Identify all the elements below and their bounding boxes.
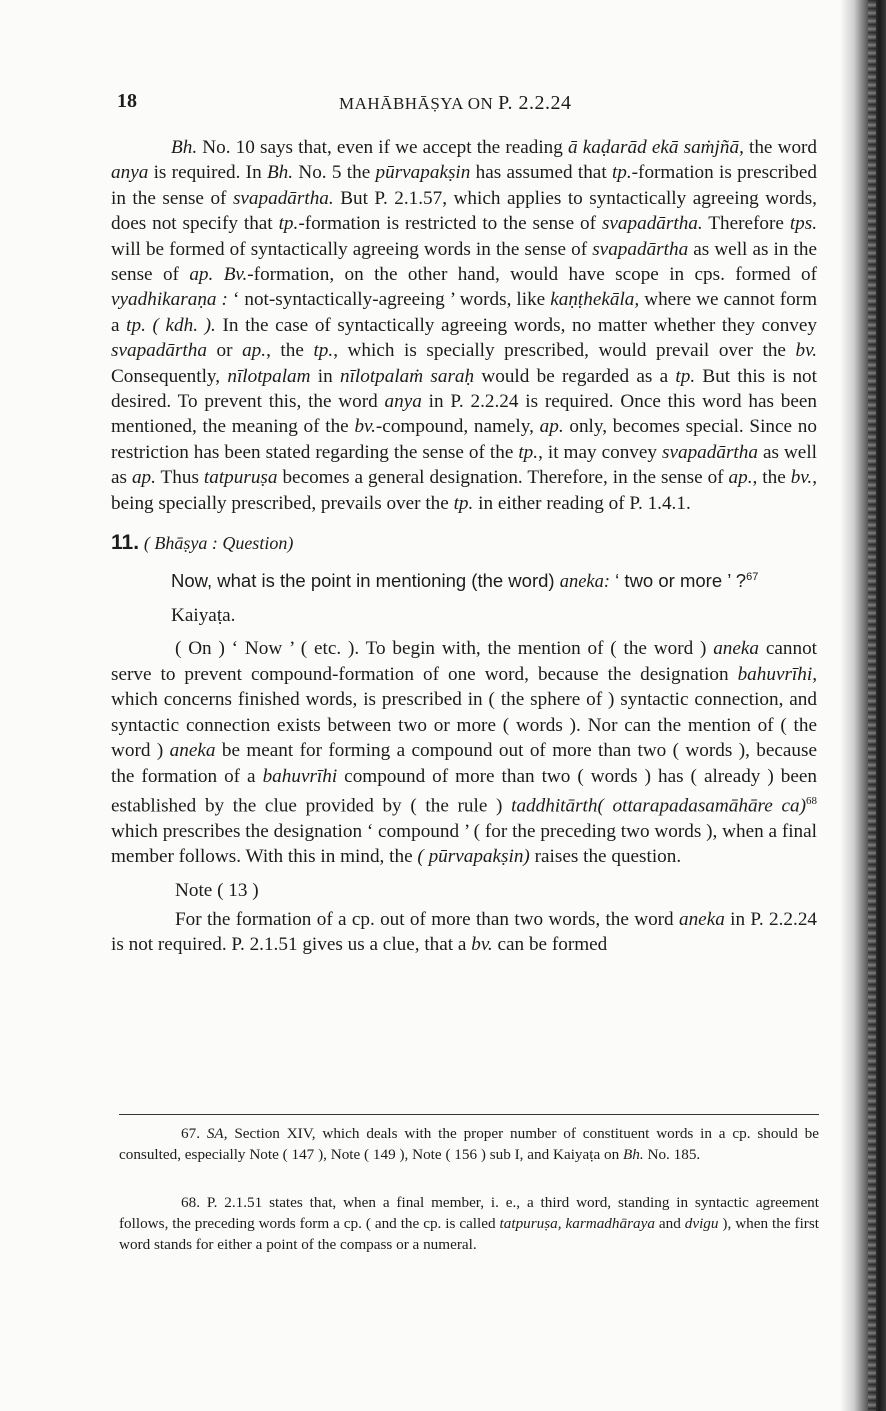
page-number: 18 [117,90,137,112]
footnote-67: 67. SA, Section XIV, which deals with the proper number of constituent words in a cp. should be consulted, especially Note ( 147 ), Note ( 149 ), Note ( 156 ) sub I, and Kaiyaṭa on Bh. No. 185. [119,1125,820,1163]
page-binding-shadow [840,0,886,1411]
bhashya-question: Now, what is the point in mentioning (the word) aneka: ‘ two or more ’ ?$^{67}$ [171,569,759,592]
section-label: ( Bhāṣya : Question) [143,533,294,554]
page-header [117,90,817,120]
footnote-ref-67: 67 [746,570,759,583]
section-number: 11. [111,531,140,555]
footnote-divider [119,1114,819,1115]
paragraph-bh10: Bh. No. 10 says that, even if we accept the reading ā kaḍarād ekā saṁjñā, the word anya is required. In Bh. No. 5 the pūrvapakṣin has assumed that tp.-formation is prescribed in the sense of svapadārtha. But P. 2.1.57, which applies to syntactically agreeing words, does not specify that tp.-formation is restricted to the sense of svapadārtha. Therefore tps. will be formed of syntactically agreeing words in the sense of svapadārtha as well as in the sense of ap. Bv.-formation, on the other hand, would have scope in cps. formed of vyadhikaraṇa : ‘ not-syntactically-agreeing ’ words, like kaṇṭhekāla, where we cannot form a tp. ( kdh. ). In the case of syntactically agreeing words, no matter whether they convey svapadārtha or ap., the tp., which is specially prescribed, would prevail over the bv. Consequently, nīlotpalam in nīlotpalaṁ saraḥ would be regarded as a tp. But this is not desired. To prevent this, the word anya in P. 2.2.24 is required. Once this word has been mentioned, the meaning of the bv.-compound, namely, ap. only, becomes special. Since no restriction has been stated regarding the sense of the tp., it may convey svapadārtha as well as ap. Thus tatpuruṣa becomes a general designation. Therefore, in the sense of ap., the bv., being specially prescribed, prevails over the tp. in either reading of P. 1.4.1. [111,137,818,514]
kaiyata-heading: Kaiyaṭa. [171,605,236,627]
note-heading: Note ( 13 ) [175,879,259,901]
footnote-ref-68: 68 [806,794,817,807]
page-binding-texture [868,0,876,1411]
main-text [111,135,817,958]
note-13-text: For the formation of a cp. out of more than two words, the word aneka in P. 2.2.24 is not required. P. 2.1.51 gives us a clue, that a bv. can be formed [111,908,818,956]
section-heading [111,530,817,556]
running-head: MAHĀBHĀṢYA ON P. 2.2.24 [339,92,572,114]
kaiyata-commentary: ( On ) ‘ Now ’ ( etc. ). To begin with, the mention of ( the word ) aneka cannot serve to prevent compound-formation of one word, because the designation bahuvrīhi, which concerns finished words, is prescribed in ( the sphere of ) syntactic connection, and syntactic connection exists between two or more ( words ). Nor can the mention of ( the word ) aneka be meant for forming a compound out of more than two ( words ), because the formation of a bahuvrīhi compound of more than two ( words ) has ( already ) been established by the clue provided by ( the rule ) taddhitārth( ottarapadasamāhāre ca)$^{68}$ which prescribes the designation ‘ compound ’ ( for the preceding two words ), when a final member follows. With this in mind, the ( pūrvapakṣin) raises the question. [111,638,818,868]
footnote-68: 68. P. 2.1.51 states that, when a final member, i. e., a third word, standing in syntactic agreement follows, the preceding words form a cp. ( and the cp. is called tatpuruṣa, karmadhāraya and dvigu ), when the first word stands for either a point of the compass or a numeral. [119,1194,819,1253]
